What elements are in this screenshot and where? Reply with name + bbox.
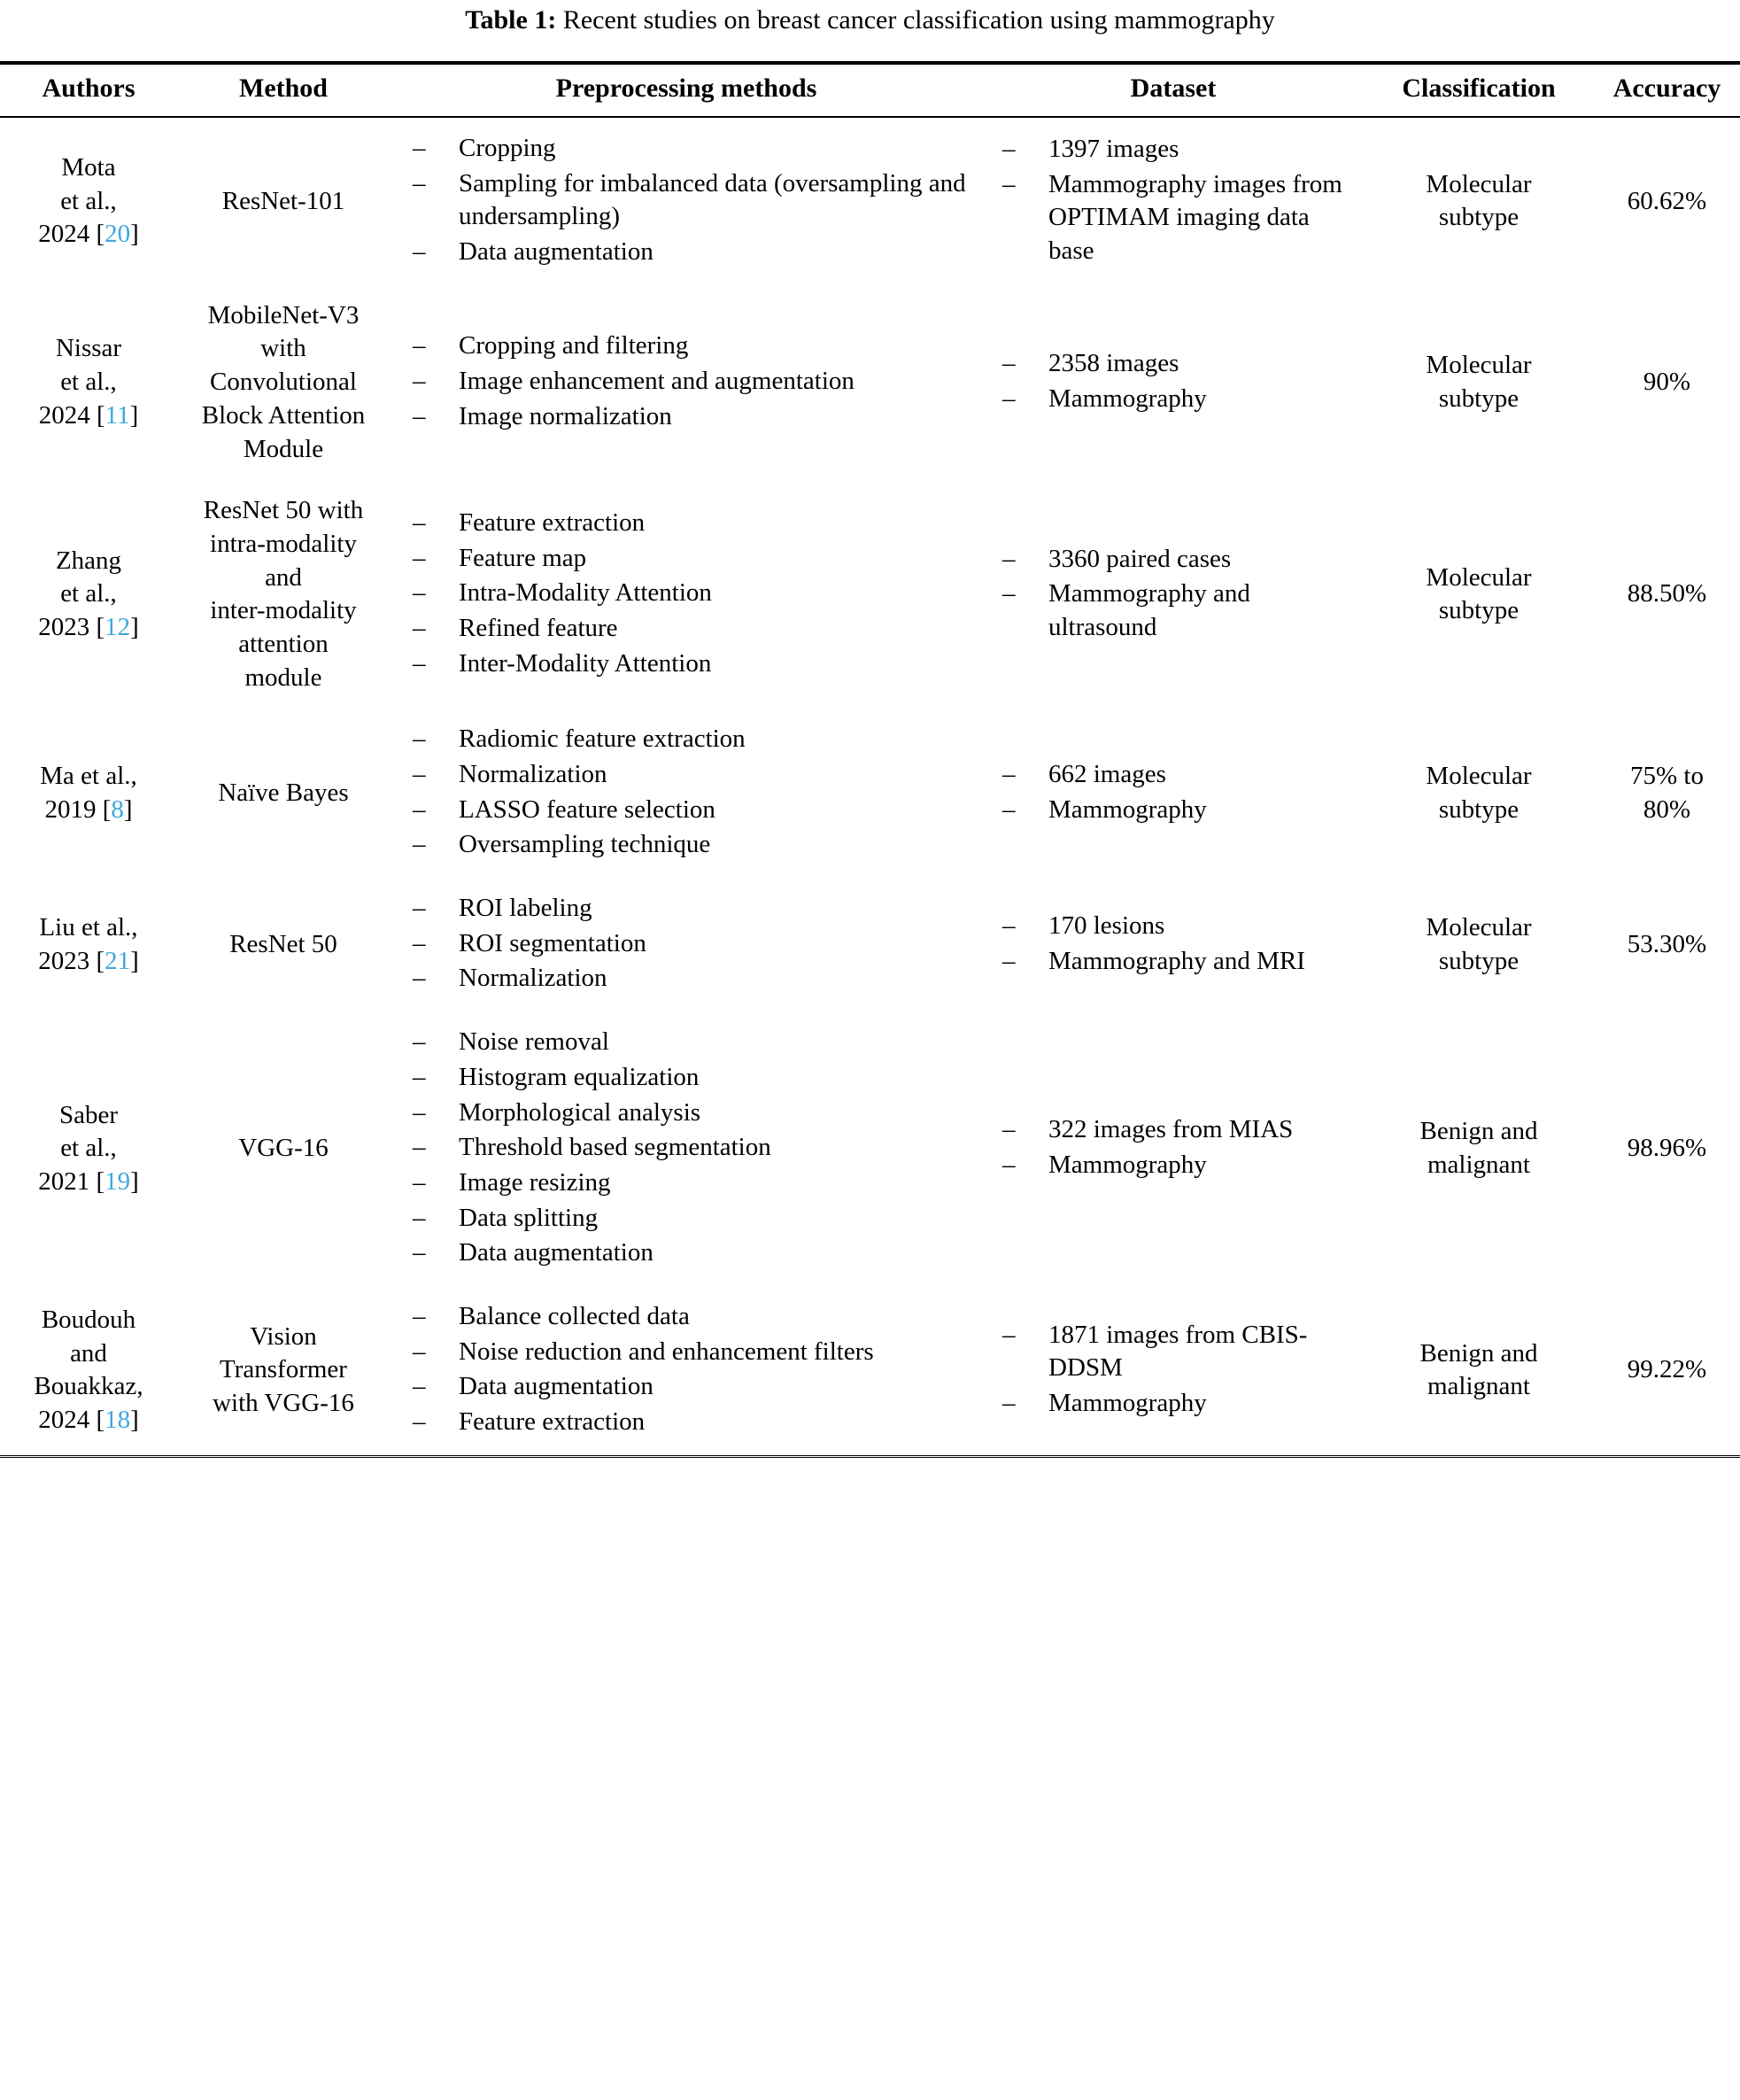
reference-bracket-close: ] bbox=[130, 946, 139, 975]
reference-link[interactable]: 21 bbox=[104, 946, 131, 975]
author-lines bbox=[5, 1099, 172, 1199]
list-item: – Noise reduction and enhancement filters bbox=[406, 1336, 974, 1369]
reference-link[interactable]: 18 bbox=[104, 1406, 131, 1434]
table-row bbox=[0, 480, 1740, 709]
reference-link[interactable]: 20 bbox=[104, 220, 131, 249]
cell-accuracy bbox=[1594, 1286, 1740, 1456]
author-lines bbox=[5, 1304, 172, 1437]
method-line: ResNet-101 bbox=[221, 186, 345, 215]
method-line: ResNet 50 with bbox=[203, 496, 364, 525]
dataset-list bbox=[995, 347, 1357, 415]
column-header-method: Method bbox=[177, 62, 390, 117]
column-header-preprocessing: Preprocessing methods bbox=[390, 62, 983, 117]
method-line: with VGG-16 bbox=[213, 1389, 354, 1418]
list-item: – Morphological analysis bbox=[406, 1096, 974, 1130]
author-line: and bbox=[70, 1338, 107, 1368]
cell-classification bbox=[1364, 117, 1594, 285]
cell-method bbox=[177, 117, 390, 285]
cell-classification bbox=[1364, 285, 1594, 480]
method-line: Block Attention bbox=[201, 400, 366, 430]
author-line: et al., bbox=[60, 186, 117, 215]
method-line: and bbox=[265, 562, 302, 592]
list-item: – Image enhancement and augmentation bbox=[406, 365, 974, 399]
author-line: Ma et al., bbox=[40, 762, 137, 790]
dataset-list bbox=[995, 910, 1357, 978]
accuracy-line: 80% bbox=[1643, 794, 1691, 824]
table-row bbox=[0, 1286, 1740, 1456]
method-line: inter-modality bbox=[210, 596, 357, 625]
classification-line: subtype bbox=[1438, 384, 1520, 413]
method-line: MobileNet-V3 bbox=[207, 300, 360, 329]
list-item: – Feature map bbox=[406, 542, 974, 576]
accuracy-line: 98.96% bbox=[1627, 1134, 1707, 1163]
cell-accuracy bbox=[1594, 709, 1740, 878]
classification-line: subtype bbox=[1438, 596, 1520, 625]
classification-line: subtype bbox=[1438, 946, 1520, 975]
cell-dataset bbox=[983, 1286, 1364, 1456]
classification-line: Molecular bbox=[1426, 562, 1532, 592]
preprocessing-list bbox=[406, 723, 974, 862]
table-caption bbox=[0, 0, 1740, 61]
cell-accuracy bbox=[1594, 878, 1740, 1011]
method-line: Transformer bbox=[220, 1355, 347, 1384]
table-row bbox=[0, 709, 1740, 878]
method-line: attention bbox=[238, 629, 329, 658]
accuracy-line: 90% bbox=[1643, 368, 1691, 397]
preprocessing-list bbox=[406, 329, 974, 433]
cell-authors bbox=[0, 480, 177, 709]
list-item: – Normalization bbox=[406, 758, 974, 792]
cell-authors bbox=[0, 878, 177, 1011]
list-item: – ROI segmentation bbox=[406, 927, 974, 961]
list-item: – Mammography and ultrasound bbox=[995, 577, 1357, 644]
author-lines bbox=[5, 332, 172, 432]
cell-classification bbox=[1364, 1011, 1594, 1286]
accuracy-line: 53.30% bbox=[1627, 929, 1707, 958]
list-item: – Image normalization bbox=[406, 400, 974, 434]
studies-table bbox=[0, 61, 1740, 1458]
author-line: et al., bbox=[60, 368, 117, 397]
list-item: – Feature extraction bbox=[406, 1406, 974, 1439]
cell-accuracy bbox=[1594, 285, 1740, 480]
list-item: – Data augmentation bbox=[406, 1236, 974, 1270]
classification-line: Molecular bbox=[1426, 762, 1532, 790]
cell-method bbox=[177, 480, 390, 709]
cell-method bbox=[177, 709, 390, 878]
table-row bbox=[0, 117, 1740, 285]
list-item: – 1397 images bbox=[995, 133, 1357, 167]
list-item: – 2358 images bbox=[995, 347, 1357, 381]
cell-accuracy bbox=[1594, 1011, 1740, 1286]
list-item: – Threshold based segmentation bbox=[406, 1131, 974, 1165]
list-item: – Radiomic feature extraction bbox=[406, 723, 974, 756]
cell-method bbox=[177, 878, 390, 1011]
dataset-list bbox=[995, 758, 1357, 826]
list-item: – 322 images from MIAS bbox=[995, 1113, 1357, 1147]
list-item: – 1871 images from CBIS-DDSM bbox=[995, 1319, 1357, 1385]
author-lines bbox=[5, 760, 172, 826]
cell-authors bbox=[0, 117, 177, 285]
list-item: – Feature extraction bbox=[406, 507, 974, 540]
cell-authors bbox=[0, 1286, 177, 1456]
author-line: 2024 [20] bbox=[38, 220, 139, 249]
cell-dataset bbox=[983, 285, 1364, 480]
author-line: 2019 [8] bbox=[44, 794, 133, 824]
list-item: – Image resizing bbox=[406, 1166, 974, 1200]
author-line: 2021 [19] bbox=[38, 1166, 139, 1196]
cell-preprocessing bbox=[390, 878, 983, 1011]
list-item: – Oversampling technique bbox=[406, 828, 974, 862]
author-lines bbox=[5, 911, 172, 978]
method-line: Module bbox=[243, 434, 324, 463]
reference-bracket-close: ] bbox=[129, 400, 139, 430]
author-lines bbox=[5, 545, 172, 645]
cell-classification bbox=[1364, 878, 1594, 1011]
preprocessing-list bbox=[406, 1026, 974, 1270]
dataset-list bbox=[995, 1113, 1357, 1182]
list-item: – Balance collected data bbox=[406, 1300, 974, 1334]
method-line: intra-modality bbox=[210, 529, 357, 558]
classification-line: malignant bbox=[1427, 1151, 1530, 1180]
cell-preprocessing bbox=[390, 1286, 983, 1456]
method-line: ResNet 50 bbox=[229, 929, 337, 958]
classification-line: Molecular bbox=[1426, 169, 1532, 198]
dataset-list bbox=[995, 543, 1357, 645]
cell-preprocessing bbox=[390, 480, 983, 709]
classification-line: malignant bbox=[1427, 1372, 1530, 1401]
cell-dataset bbox=[983, 117, 1364, 285]
column-header-accuracy: Accuracy bbox=[1594, 62, 1740, 117]
cell-dataset bbox=[983, 480, 1364, 709]
reference-bracket-close: ] bbox=[130, 1166, 139, 1196]
reference-link[interactable]: 12 bbox=[104, 613, 131, 642]
author-line: 2024 [18] bbox=[38, 1406, 139, 1434]
list-item: – LASSO feature selection bbox=[406, 794, 974, 827]
cell-preprocessing bbox=[390, 285, 983, 480]
column-header-classification: Classification bbox=[1364, 62, 1594, 117]
list-item: – Mammography and MRI bbox=[995, 945, 1357, 979]
author-line: Zhang bbox=[55, 546, 122, 575]
classification-line: subtype bbox=[1438, 203, 1520, 232]
list-item: – Refined feature bbox=[406, 612, 974, 646]
method-line: with bbox=[260, 334, 306, 363]
cell-method bbox=[177, 1011, 390, 1286]
classification-line: Benign and bbox=[1419, 1117, 1538, 1146]
cell-classification bbox=[1364, 1286, 1594, 1456]
classification-line: Benign and bbox=[1419, 1338, 1538, 1368]
classification-line: Molecular bbox=[1426, 912, 1532, 942]
method-line: Convolutional bbox=[210, 368, 357, 397]
cell-dataset bbox=[983, 1011, 1364, 1286]
reference-bracket-close: ] bbox=[130, 220, 139, 249]
list-item: – Mammography bbox=[995, 1387, 1357, 1421]
cell-dataset bbox=[983, 709, 1364, 878]
reference-link[interactable]: 11 bbox=[104, 400, 130, 430]
accuracy-line: 60.62% bbox=[1627, 186, 1707, 215]
preprocessing-list bbox=[406, 507, 974, 680]
table-caption-label: Table 1: bbox=[465, 5, 557, 35]
dataset-list bbox=[995, 133, 1357, 268]
reference-link[interactable]: 19 bbox=[104, 1166, 131, 1196]
table-row bbox=[0, 878, 1740, 1011]
author-line: 2023 [12] bbox=[38, 613, 139, 642]
reference-bracket-close: ] bbox=[123, 794, 133, 824]
table-header-row bbox=[0, 62, 1740, 117]
method-line: Naïve Bayes bbox=[218, 778, 349, 807]
cell-authors bbox=[0, 1011, 177, 1286]
list-item: – Data augmentation bbox=[406, 236, 974, 269]
list-item: – Mammography bbox=[995, 794, 1357, 827]
method-line: VGG-16 bbox=[238, 1134, 329, 1163]
list-item: – Intra-Modality Attention bbox=[406, 577, 974, 610]
preprocessing-list bbox=[406, 892, 974, 996]
reference-bracket-close: ] bbox=[130, 613, 139, 642]
list-item: – Data splitting bbox=[406, 1202, 974, 1236]
table-header bbox=[0, 62, 1740, 117]
classification-line: Molecular bbox=[1426, 351, 1532, 380]
method-line: Vision bbox=[250, 1321, 317, 1351]
accuracy-line: 99.22% bbox=[1627, 1355, 1707, 1384]
cell-accuracy bbox=[1594, 480, 1740, 709]
cell-dataset bbox=[983, 878, 1364, 1011]
column-header-dataset: Dataset bbox=[983, 62, 1364, 117]
author-line: Bouakkaz, bbox=[34, 1372, 143, 1401]
list-item: – Noise removal bbox=[406, 1026, 974, 1059]
reference-link[interactable]: 8 bbox=[111, 794, 124, 824]
author-line: 2024 [11] bbox=[38, 400, 139, 430]
author-line: Boudouh bbox=[41, 1305, 136, 1334]
list-item: – Cropping and filtering bbox=[406, 329, 974, 363]
classification-line: subtype bbox=[1438, 794, 1520, 824]
list-item: – 170 lesions bbox=[995, 910, 1357, 943]
preprocessing-list bbox=[406, 1300, 974, 1439]
list-item: – Normalization bbox=[406, 962, 974, 996]
author-line: Mota bbox=[61, 152, 116, 182]
accuracy-line: 75% to bbox=[1630, 762, 1704, 790]
cell-preprocessing bbox=[390, 709, 983, 878]
list-item: – Cropping bbox=[406, 132, 974, 166]
cell-preprocessing bbox=[390, 1011, 983, 1286]
table-body bbox=[0, 117, 1740, 1456]
author-line: Saber bbox=[58, 1100, 119, 1129]
method-line: module bbox=[244, 663, 322, 692]
table-row bbox=[0, 1011, 1740, 1286]
column-header-authors: Authors bbox=[0, 62, 177, 117]
table-row bbox=[0, 285, 1740, 480]
table-caption-text: Recent studies on breast cancer classification using mammography bbox=[556, 5, 1275, 35]
author-line: 2023 [21] bbox=[38, 946, 139, 975]
list-item: – 662 images bbox=[995, 758, 1357, 792]
cell-classification bbox=[1364, 709, 1594, 878]
cell-method bbox=[177, 1286, 390, 1456]
cell-method bbox=[177, 285, 390, 480]
dataset-list bbox=[995, 1319, 1357, 1421]
list-item: – Histogram equalization bbox=[406, 1061, 974, 1095]
list-item: – Mammography images from OPTIMAM imaging data base bbox=[995, 168, 1357, 268]
author-lines bbox=[5, 151, 172, 252]
list-item: – Mammography bbox=[995, 383, 1357, 416]
cell-authors bbox=[0, 285, 177, 480]
author-line: Liu et al., bbox=[39, 912, 138, 942]
author-line: et al., bbox=[60, 579, 117, 608]
author-line: Nissar bbox=[55, 334, 122, 363]
preprocessing-list bbox=[406, 132, 974, 269]
list-item: – Inter-Modality Attention bbox=[406, 647, 974, 681]
author-line: et al., bbox=[60, 1134, 117, 1163]
list-item: – Mammography bbox=[995, 1149, 1357, 1182]
list-item: – Sampling for imbalanced data (oversampling and undersampling) bbox=[406, 167, 974, 234]
list-item: – 3360 paired cases bbox=[995, 543, 1357, 577]
cell-accuracy bbox=[1594, 117, 1740, 285]
list-item: – Data augmentation bbox=[406, 1370, 974, 1404]
cell-preprocessing bbox=[390, 117, 983, 285]
cell-classification bbox=[1364, 480, 1594, 709]
reference-bracket-close: ] bbox=[130, 1406, 139, 1434]
cell-authors bbox=[0, 709, 177, 878]
accuracy-line: 88.50% bbox=[1627, 579, 1707, 608]
list-item: – ROI labeling bbox=[406, 892, 974, 926]
